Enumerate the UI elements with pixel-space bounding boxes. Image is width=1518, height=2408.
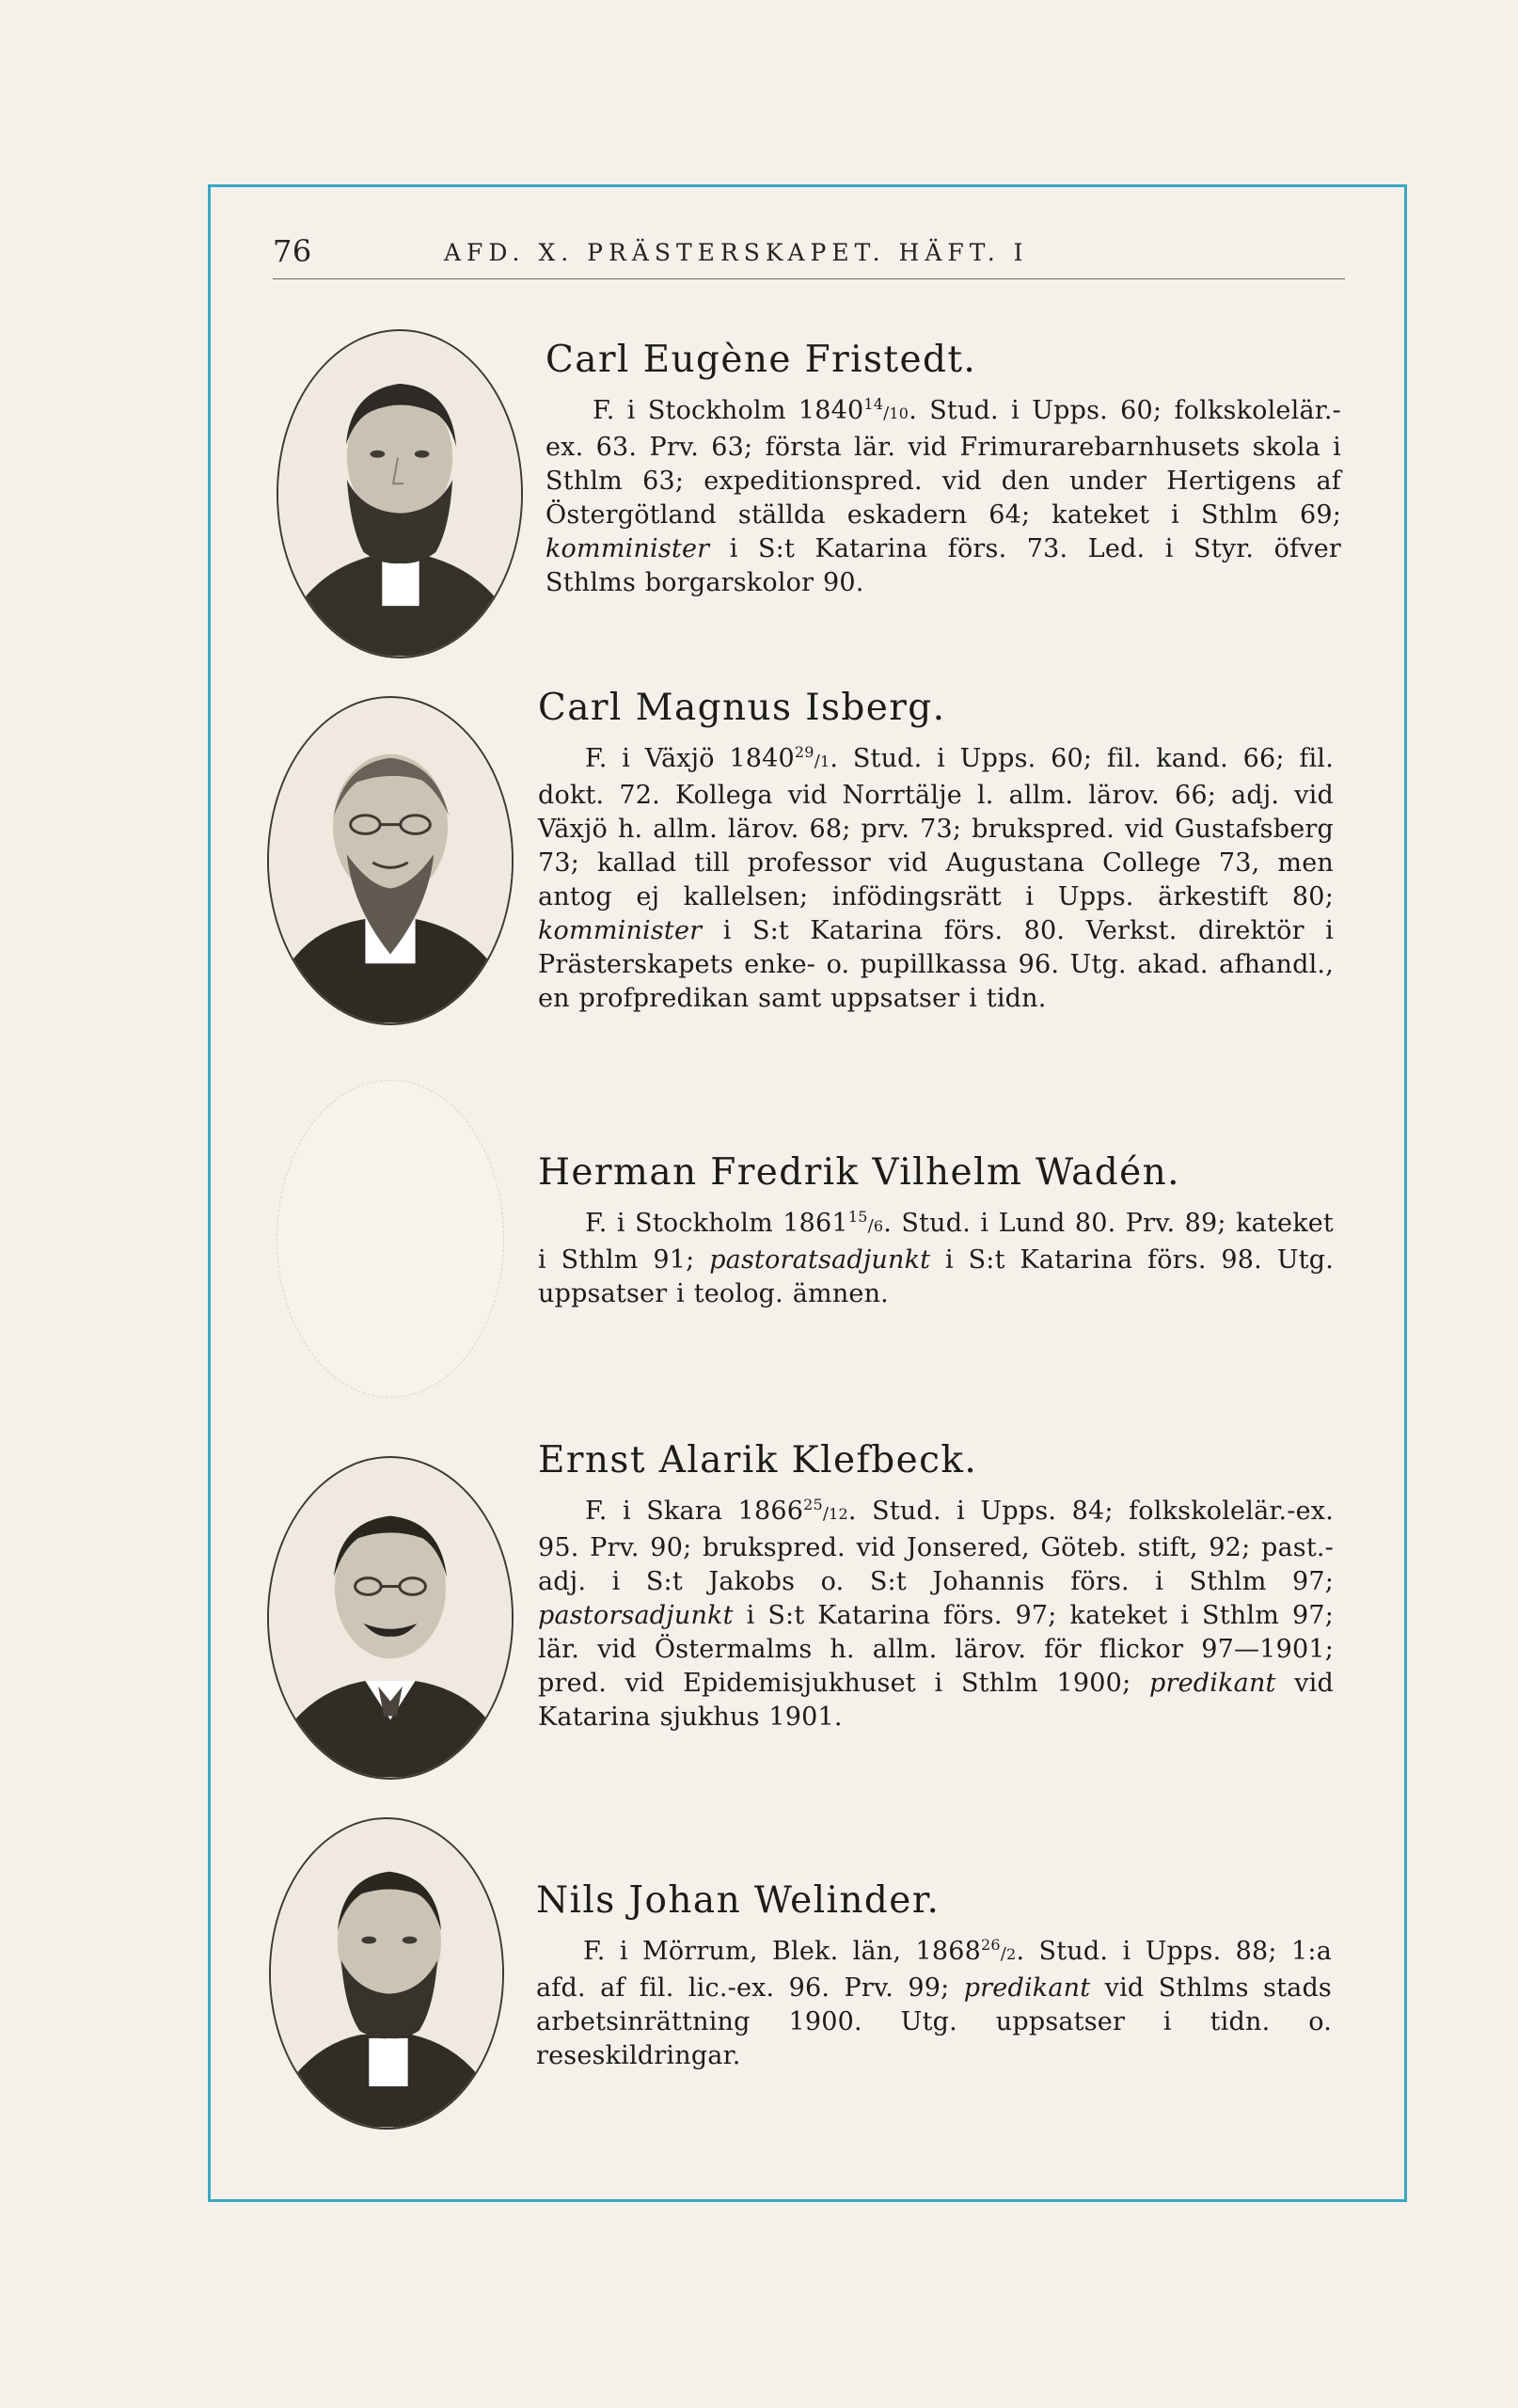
person-name: Carl Magnus Isberg. [538, 687, 946, 729]
date-day: 26 [981, 1935, 1001, 1954]
office-title: pastoratsadjunkt [709, 1244, 931, 1275]
portrait-placeholder-waden [277, 1080, 504, 1398]
bio-klefbeck [538, 1441, 1334, 1735]
running-head [273, 233, 1345, 279]
portrait-isberg [267, 696, 514, 1025]
portrait-klefbeck [267, 1456, 514, 1780]
date-day: 15 [847, 1207, 868, 1226]
bio-waden [538, 1153, 1334, 1311]
office-title: komminister [546, 533, 710, 563]
office-title: komminister [538, 915, 703, 945]
bio-text: F. i Mörrum, Blek. län, 1868$^{26}$/2. Stud. i Upps. 88; 1:a afd. af fil. lic.-ex. 96. Prv. 99; predikant vid Sthlms stads arbetsinrättning 1900. Utg. uppsatser i tidn. o. reseskildringar. [536, 1935, 1332, 2070]
portrait-figure [278, 331, 521, 657]
bio-welinder [536, 1881, 1332, 2073]
date-month: 2 [1006, 1944, 1017, 1963]
office-title: predikant [1149, 1668, 1276, 1698]
person-name: Ernst Alarik Klefbeck. [538, 1439, 978, 1481]
portrait-figure [269, 1458, 512, 1778]
bio-fristedt [546, 341, 1341, 600]
date-day: 29 [794, 742, 814, 761]
portrait-figure [269, 698, 512, 1023]
portrait-figure [271, 1819, 502, 2128]
bio-text: F. i Skara 1866$^{25}$/12. Stud. i Upps. 84; folkskolelär.-ex. 95. Prv. 90; brukspred. vid Jonsered, Göteb. stift, 92; past.-adj. i S:t Jakobs o. S:t Johannis förs. i Sthlm 97; pastorsadjunkt i S:t Katarina förs. 97; kateket i Sthlm 97; lär. vid Östermalms h. allm. lärov. för flickor 97—1901; pred. vid Epidemisjukhuset i Sthlm 1900; predikant vid Katarina sjukhus 1901. [538, 1495, 1335, 1732]
date-day: 14 [863, 394, 884, 413]
running-head-title: AFD. X. PRÄSTERSKAPET. HÄFT. I [444, 239, 1029, 266]
bio-text: F. i Växjö 1840$^{29}$/1. Stud. i Upps. 60; fil. kand. 66; fil. dokt. 72. Kollega vid Norrtälje l. allm. lärov. 66; adj. vid Växjö h. allm. lärov. 68; prv. 73; brukspred. vid Gustafsberg 73; kallad till professor vid Augustana College 73, men antog ej kallelsen; infödingsrätt i Upps. ärkestift 80; komminister i S:t Katarina förs. 80. Verkst. direktör i Prästerskapets enke- o. pupillkassa 96. Utg. akad. afhandl., en profpredikan samt uppsatser i tidn. [538, 742, 1334, 1013]
person-name: Carl Eugène Fristedt. [546, 339, 977, 381]
page-number: 76 [273, 233, 312, 269]
date-month: 6 [873, 1216, 884, 1235]
bio-text: F. i Stockholm 1840$^{14}$/10. Stud. i Upps. 60; folkskolelär.-ex. 63. Prv. 63; första lär. vid Frimurarebarnhusets skola i Sthlm 63; expeditionspred. vid den under Hertigens af Östergötland ställda eskadern 64; kateket i Sthlm 69; komminister i S:t Katarina förs. 73. Led. i Styr. öfver Sthlms borgarskolor 90. [546, 394, 1341, 597]
portrait-welinder [269, 1817, 504, 2130]
office-title: predikant [963, 1972, 1091, 2003]
person-name: Herman Fredrik Vilhelm Wadén. [538, 1151, 1180, 1194]
person-name: Nils Johan Welinder. [536, 1879, 941, 1922]
date-month: 1 [819, 752, 830, 770]
bio-text: F. i Stockholm 1861$^{15}$/6. Stud. i Lund 80. Prv. 89; kateket i Sthlm 91; pastoratsadjunkt i S:t Katarina förs. 98. Utg. uppsatser i teolog. ämnen. [538, 1207, 1334, 1308]
date-month: 12 [829, 1504, 848, 1523]
office-title: pastorsadjunkt [538, 1600, 734, 1630]
date-month: 10 [889, 404, 909, 422]
date-day: 25 [803, 1495, 823, 1513]
portrait-fristedt [277, 329, 523, 658]
bio-isberg [538, 689, 1334, 1016]
